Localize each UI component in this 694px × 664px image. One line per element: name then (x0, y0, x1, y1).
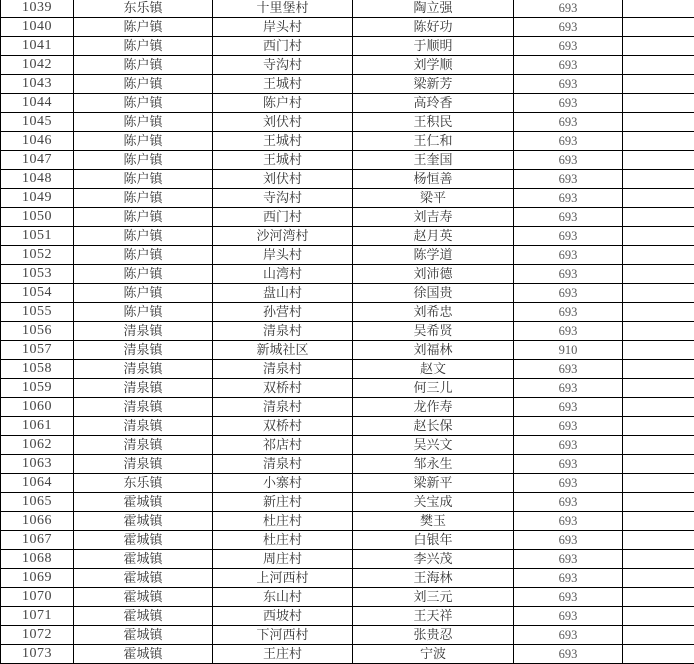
cell-serial-number: 1059 (1, 379, 74, 398)
table-row (1, 227, 694, 246)
cell-village: 岸头村 (213, 18, 353, 37)
cell-serial-number: 1067 (1, 531, 74, 550)
cell-amount: 693 (514, 0, 623, 18)
cell-village: 寺沟村 (213, 189, 353, 208)
cell-village: 寺沟村 (213, 56, 353, 75)
table-row (1, 398, 694, 417)
cell-town: 清泉镇 (74, 341, 213, 360)
cell-serial-number: 1065 (1, 493, 74, 512)
cell-serial-number: 1068 (1, 550, 74, 569)
cell-serial-number: 1069 (1, 569, 74, 588)
cell-person-name: 赵月英 (353, 227, 514, 246)
cell-empty (623, 75, 694, 94)
cell-empty (623, 322, 694, 341)
cell-person-name: 徐国贵 (353, 284, 514, 303)
cell-person-name: 李兴茂 (353, 550, 514, 569)
cell-amount: 693 (514, 246, 623, 265)
cell-village: 清泉村 (213, 455, 353, 474)
cell-person-name: 赵长保 (353, 417, 514, 436)
cell-town: 东乐镇 (74, 474, 213, 493)
cell-serial-number: 1071 (1, 607, 74, 626)
cell-town: 陈户镇 (74, 132, 213, 151)
cell-town: 清泉镇 (74, 455, 213, 474)
cell-person-name: 王积民 (353, 113, 514, 132)
cell-empty (623, 436, 694, 455)
cell-town: 霍城镇 (74, 493, 213, 512)
cell-amount: 693 (514, 189, 623, 208)
cell-village: 岸头村 (213, 246, 353, 265)
cell-amount: 693 (514, 398, 623, 417)
cell-person-name: 刘福林 (353, 341, 514, 360)
cell-village: 杜庄村 (213, 512, 353, 531)
cell-amount: 693 (514, 37, 623, 56)
table-body (1, 0, 694, 664)
cell-serial-number: 1042 (1, 56, 74, 75)
cell-serial-number: 1043 (1, 75, 74, 94)
cell-amount: 693 (514, 94, 623, 113)
cell-serial-number: 1072 (1, 626, 74, 645)
cell-empty (623, 569, 694, 588)
table-row (1, 94, 694, 113)
table-row (1, 493, 694, 512)
cell-empty (623, 531, 694, 550)
cell-village: 西门村 (213, 37, 353, 56)
cell-serial-number: 1052 (1, 246, 74, 265)
cell-town: 陈户镇 (74, 170, 213, 189)
cell-empty (623, 113, 694, 132)
cell-amount: 693 (514, 208, 623, 227)
cell-town: 霍城镇 (74, 626, 213, 645)
cell-person-name: 王天祥 (353, 607, 514, 626)
cell-empty (623, 512, 694, 531)
cell-town: 霍城镇 (74, 550, 213, 569)
cell-empty (623, 550, 694, 569)
cell-village: 西门村 (213, 208, 353, 227)
cell-village: 王城村 (213, 151, 353, 170)
cell-serial-number: 1057 (1, 341, 74, 360)
cell-amount: 693 (514, 360, 623, 379)
table-row (1, 265, 694, 284)
cell-serial-number: 1049 (1, 189, 74, 208)
cell-serial-number: 1062 (1, 436, 74, 455)
cell-serial-number: 1073 (1, 645, 74, 664)
cell-empty (623, 170, 694, 189)
cell-person-name: 杨恒善 (353, 170, 514, 189)
cell-amount: 693 (514, 151, 623, 170)
table-row (1, 18, 694, 37)
cell-empty (623, 493, 694, 512)
cell-village: 十里堡村 (213, 0, 353, 18)
cell-town: 霍城镇 (74, 531, 213, 550)
cell-town: 霍城镇 (74, 607, 213, 626)
cell-village: 双桥村 (213, 379, 353, 398)
cell-serial-number: 1070 (1, 588, 74, 607)
cell-village: 新庄村 (213, 493, 353, 512)
cell-town: 陈户镇 (74, 265, 213, 284)
table-row (1, 569, 694, 588)
cell-empty (623, 132, 694, 151)
table-row (1, 436, 694, 455)
cell-serial-number: 1056 (1, 322, 74, 341)
cell-amount: 693 (514, 455, 623, 474)
cell-town: 陈户镇 (74, 113, 213, 132)
cell-amount: 693 (514, 265, 623, 284)
cell-town: 霍城镇 (74, 512, 213, 531)
cell-town: 清泉镇 (74, 322, 213, 341)
cell-serial-number: 1041 (1, 37, 74, 56)
cell-empty (623, 151, 694, 170)
table-row (1, 588, 694, 607)
cell-serial-number: 1054 (1, 284, 74, 303)
cell-serial-number: 1044 (1, 94, 74, 113)
table-row (1, 208, 694, 227)
cell-amount: 693 (514, 531, 623, 550)
cell-serial-number: 1053 (1, 265, 74, 284)
cell-person-name: 陶立强 (353, 0, 514, 18)
cell-serial-number: 1055 (1, 303, 74, 322)
cell-person-name: 吴希贤 (353, 322, 514, 341)
cell-person-name: 王海林 (353, 569, 514, 588)
cell-amount: 693 (514, 474, 623, 493)
cell-amount: 693 (514, 18, 623, 37)
cell-person-name: 赵文 (353, 360, 514, 379)
cell-village: 上河西村 (213, 569, 353, 588)
cell-person-name: 樊玉 (353, 512, 514, 531)
table-row (1, 531, 694, 550)
table-row (1, 550, 694, 569)
cell-village: 盘山村 (213, 284, 353, 303)
table-row (1, 189, 694, 208)
cell-village: 小寨村 (213, 474, 353, 493)
cell-amount: 693 (514, 132, 623, 151)
table-row (1, 37, 694, 56)
cell-town: 陈户镇 (74, 246, 213, 265)
cell-amount: 693 (514, 113, 623, 132)
table-row (1, 645, 694, 664)
cell-empty (623, 303, 694, 322)
cell-village: 孙营村 (213, 303, 353, 322)
cell-empty (623, 94, 694, 113)
cell-village: 清泉村 (213, 360, 353, 379)
cell-empty (623, 37, 694, 56)
cell-empty (623, 0, 694, 18)
table-row (1, 56, 694, 75)
cell-village: 沙河湾村 (213, 227, 353, 246)
cell-empty (623, 626, 694, 645)
cell-empty (623, 645, 694, 664)
cell-amount: 693 (514, 645, 623, 664)
cell-person-name: 梁新芳 (353, 75, 514, 94)
table-row (1, 303, 694, 322)
cell-serial-number: 1058 (1, 360, 74, 379)
cell-amount: 693 (514, 379, 623, 398)
table-row (1, 360, 694, 379)
cell-empty (623, 398, 694, 417)
cell-person-name: 龙作寿 (353, 398, 514, 417)
table-row (1, 512, 694, 531)
cell-amount: 693 (514, 607, 623, 626)
cell-person-name: 于顺明 (353, 37, 514, 56)
table-row (1, 417, 694, 436)
cell-empty (623, 379, 694, 398)
cell-village: 山湾村 (213, 265, 353, 284)
cell-town: 陈户镇 (74, 189, 213, 208)
cell-town: 霍城镇 (74, 588, 213, 607)
cell-village: 陈户村 (213, 94, 353, 113)
table-row (1, 474, 694, 493)
cell-village: 刘伏村 (213, 113, 353, 132)
cell-town: 东乐镇 (74, 0, 213, 18)
cell-town: 陈户镇 (74, 284, 213, 303)
cell-village: 新城社区 (213, 341, 353, 360)
cell-amount: 693 (514, 569, 623, 588)
cell-town: 陈户镇 (74, 94, 213, 113)
cell-amount: 693 (514, 303, 623, 322)
cell-person-name: 陈好功 (353, 18, 514, 37)
table-row (1, 151, 694, 170)
cell-empty (623, 56, 694, 75)
table-row (1, 379, 694, 398)
cell-amount: 693 (514, 322, 623, 341)
cell-town: 霍城镇 (74, 645, 213, 664)
cell-amount: 693 (514, 550, 623, 569)
cell-empty (623, 189, 694, 208)
cell-serial-number: 1066 (1, 512, 74, 531)
cell-person-name: 梁新平 (353, 474, 514, 493)
cell-town: 清泉镇 (74, 360, 213, 379)
cell-empty (623, 246, 694, 265)
cell-village: 东山村 (213, 588, 353, 607)
cell-town: 陈户镇 (74, 75, 213, 94)
cell-town: 陈户镇 (74, 18, 213, 37)
cell-village: 王庄村 (213, 645, 353, 664)
cell-village: 清泉村 (213, 322, 353, 341)
cell-town: 清泉镇 (74, 436, 213, 455)
table-row (1, 607, 694, 626)
cell-village: 下河西村 (213, 626, 353, 645)
cell-serial-number: 1051 (1, 227, 74, 246)
cell-town: 陈户镇 (74, 303, 213, 322)
table-row (1, 626, 694, 645)
cell-empty (623, 208, 694, 227)
cell-town: 陈户镇 (74, 37, 213, 56)
cell-serial-number: 1046 (1, 132, 74, 151)
cell-serial-number: 1061 (1, 417, 74, 436)
cell-person-name: 王仁和 (353, 132, 514, 151)
cell-amount: 693 (514, 227, 623, 246)
cell-person-name: 白银年 (353, 531, 514, 550)
cell-person-name: 张贵忍 (353, 626, 514, 645)
cell-empty (623, 18, 694, 37)
cell-serial-number: 1063 (1, 455, 74, 474)
cell-village: 双桥村 (213, 417, 353, 436)
cell-village: 周庄村 (213, 550, 353, 569)
table-row (1, 455, 694, 474)
cell-village: 王城村 (213, 132, 353, 151)
cell-amount: 693 (514, 626, 623, 645)
cell-serial-number: 1045 (1, 113, 74, 132)
cell-town: 清泉镇 (74, 417, 213, 436)
cell-amount: 693 (514, 436, 623, 455)
table-row (1, 170, 694, 189)
cell-person-name: 刘三元 (353, 588, 514, 607)
cell-person-name: 吴兴文 (353, 436, 514, 455)
cell-empty (623, 227, 694, 246)
table-row (1, 113, 694, 132)
cell-person-name: 刘学顺 (353, 56, 514, 75)
cell-person-name: 刘沛德 (353, 265, 514, 284)
cell-town: 陈户镇 (74, 151, 213, 170)
cell-town: 陈户镇 (74, 208, 213, 227)
cell-empty (623, 455, 694, 474)
cell-empty (623, 265, 694, 284)
cell-empty (623, 417, 694, 436)
table-row (1, 132, 694, 151)
cell-village: 西坡村 (213, 607, 353, 626)
cell-empty (623, 284, 694, 303)
cell-serial-number: 1040 (1, 18, 74, 37)
cell-empty (623, 607, 694, 626)
table-row (1, 322, 694, 341)
cell-empty (623, 341, 694, 360)
table-row (1, 0, 694, 18)
cell-empty (623, 588, 694, 607)
cell-village: 清泉村 (213, 398, 353, 417)
cell-serial-number: 1050 (1, 208, 74, 227)
cell-amount: 693 (514, 75, 623, 94)
cell-town: 清泉镇 (74, 379, 213, 398)
cell-serial-number: 1048 (1, 170, 74, 189)
cell-serial-number: 1039 (1, 0, 74, 18)
cell-village: 王城村 (213, 75, 353, 94)
cell-person-name: 高玲香 (353, 94, 514, 113)
table-row (1, 341, 694, 360)
cell-person-name: 陈学道 (353, 246, 514, 265)
cell-person-name: 梁平 (353, 189, 514, 208)
cell-amount: 693 (514, 56, 623, 75)
cell-village: 祁店村 (213, 436, 353, 455)
cell-empty (623, 360, 694, 379)
table-row (1, 75, 694, 94)
cell-amount: 693 (514, 588, 623, 607)
cell-town: 陈户镇 (74, 227, 213, 246)
cell-village: 刘伏村 (213, 170, 353, 189)
cell-serial-number: 1060 (1, 398, 74, 417)
table-row (1, 284, 694, 303)
cell-person-name: 刘希忠 (353, 303, 514, 322)
cell-amount: 693 (514, 284, 623, 303)
cell-person-name: 王奎国 (353, 151, 514, 170)
cell-amount: 693 (514, 512, 623, 531)
cell-amount: 693 (514, 417, 623, 436)
cell-serial-number: 1064 (1, 474, 74, 493)
cell-town: 陈户镇 (74, 56, 213, 75)
cell-person-name: 邹永生 (353, 455, 514, 474)
cell-person-name: 宁波 (353, 645, 514, 664)
cell-amount: 693 (514, 170, 623, 189)
table-row (1, 246, 694, 265)
cell-person-name: 何三儿 (353, 379, 514, 398)
cell-person-name: 刘吉寿 (353, 208, 514, 227)
cell-person-name: 关宝成 (353, 493, 514, 512)
cell-town: 霍城镇 (74, 569, 213, 588)
cell-town: 清泉镇 (74, 398, 213, 417)
cell-empty (623, 474, 694, 493)
cell-amount: 693 (514, 493, 623, 512)
cell-village: 杜庄村 (213, 531, 353, 550)
cell-amount: 910 (514, 341, 623, 360)
cell-serial-number: 1047 (1, 151, 74, 170)
